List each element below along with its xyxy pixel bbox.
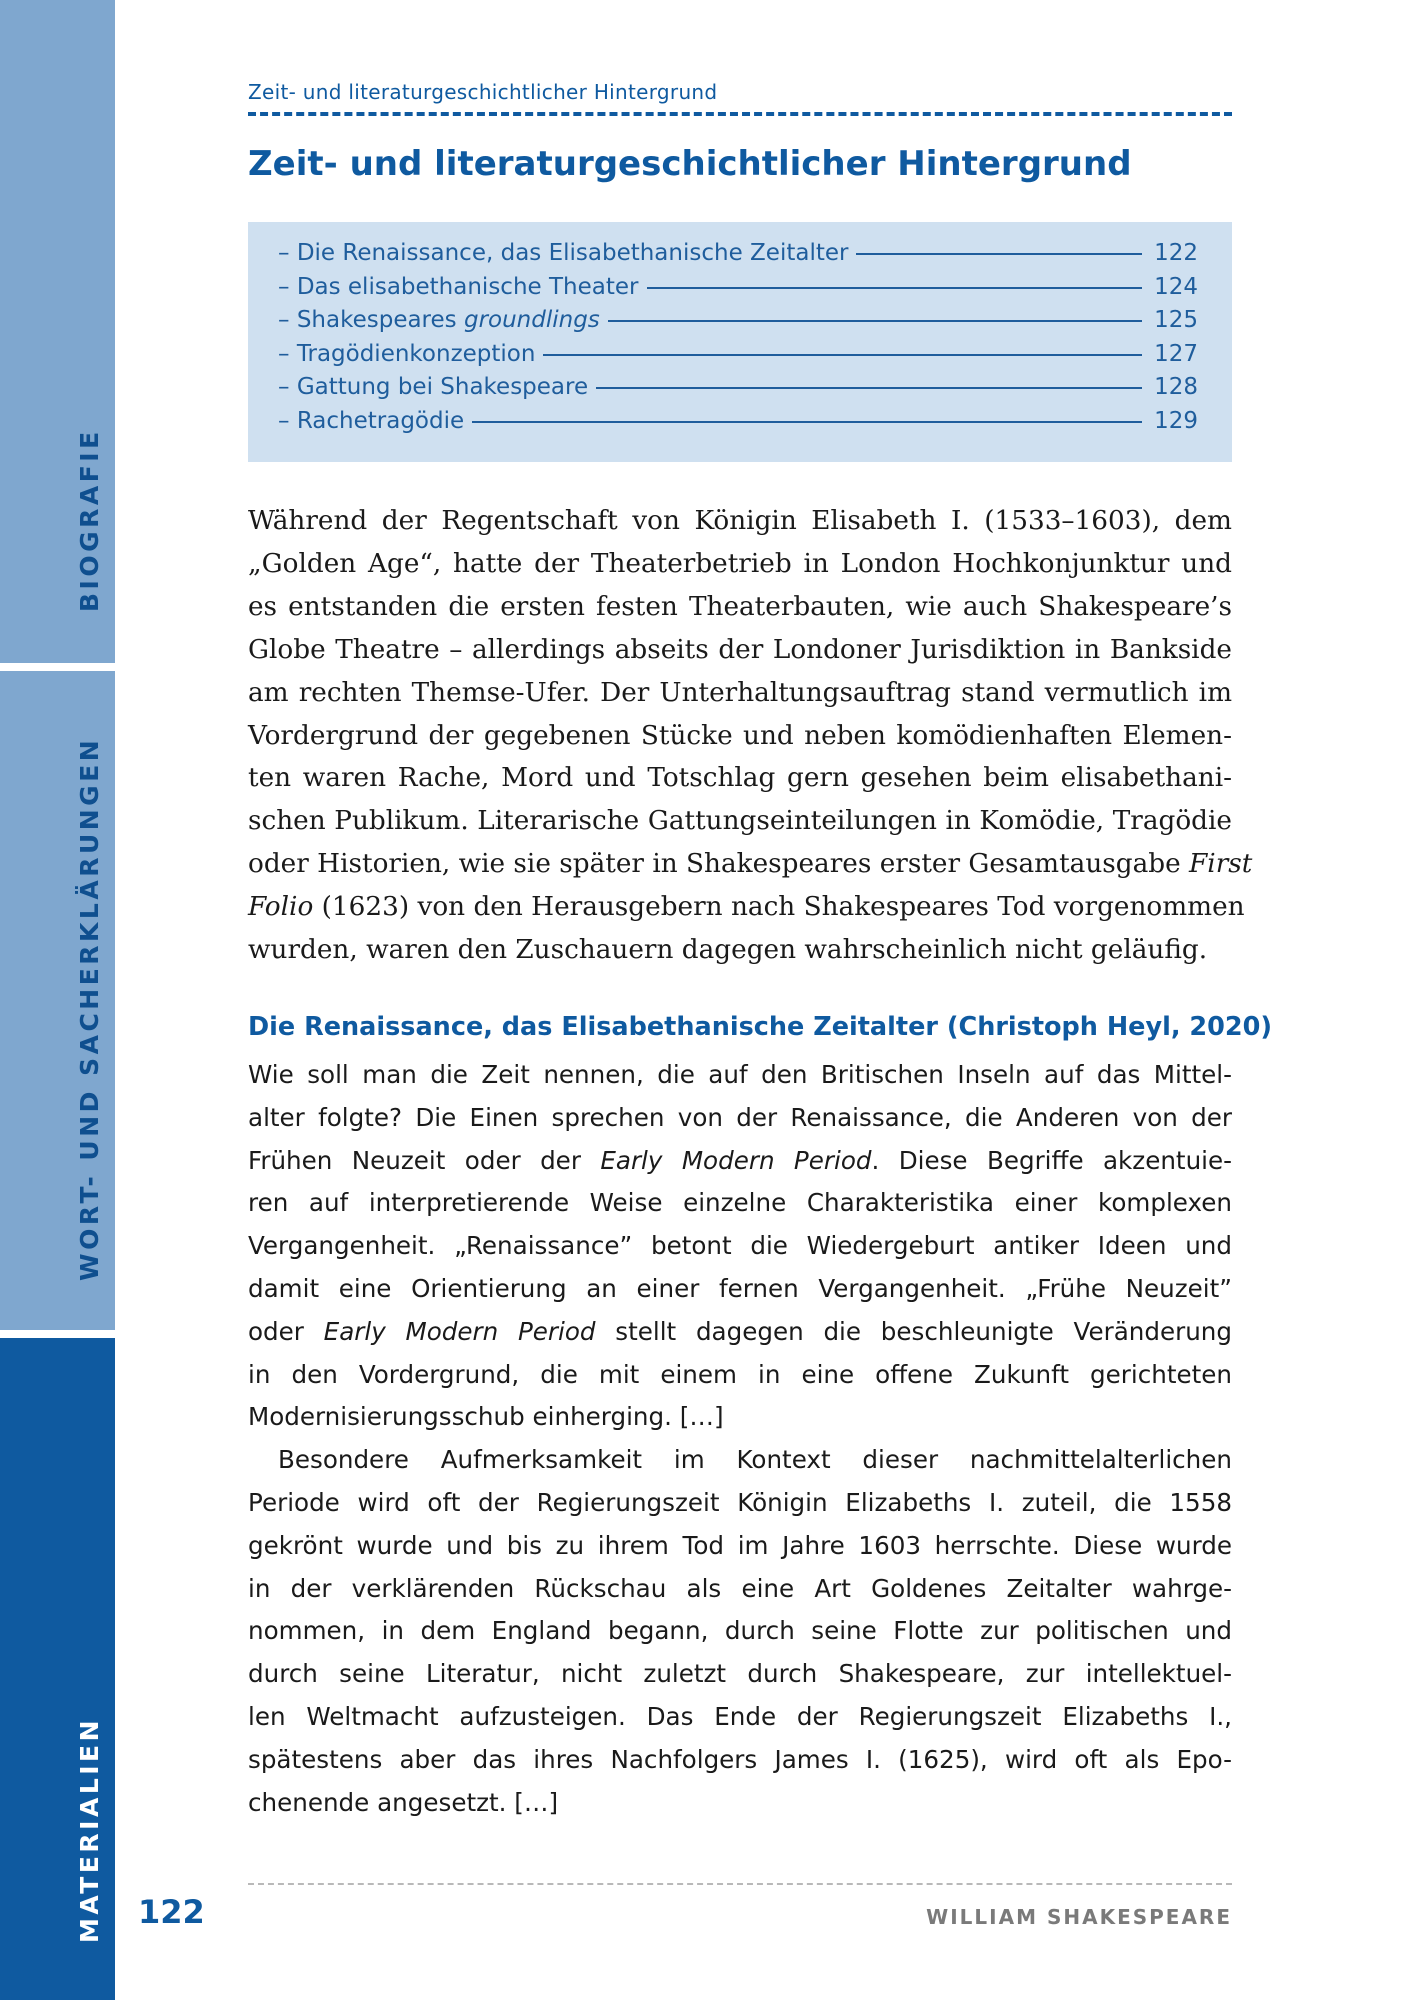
text-line: Periode wird oft der Regierungszeit Königin Elizabeths I. zuteil, die 1558 — [248, 1487, 1232, 1517]
toc-item-label: – Tragödienkonzeption — [278, 340, 536, 367]
intro-paragraph — [248, 500, 1253, 972]
text-line: nommen, in dem England begann, durch seine Flotte zur politischen und — [248, 1616, 1232, 1646]
toc-item-label: – Gattung bei Shakespeare — [278, 374, 589, 400]
tab-biografie-label: BIOGRAFIE — [75, 428, 104, 612]
toc-item-label: – Shakespeares groundlings — [278, 307, 600, 333]
page-number: 122 — [138, 1893, 205, 1931]
toc-leader — [543, 354, 1142, 356]
toc-item[interactable] — [278, 307, 1198, 341]
text-line: chenende angesetzt. […] — [248, 1787, 559, 1817]
text-line: oder Historien, wie sie später in Shakespeares erster Gesamtausgabe First — [248, 849, 1253, 880]
text-line: gekrönt wurde und bis zu ihrem Tod im Jahre 1603 herrschte. Diese wurde — [248, 1530, 1232, 1560]
text-line: Modernisierungsschub einherging. […] — [248, 1402, 724, 1432]
toc-leader — [596, 387, 1142, 389]
footer-author: WILLIAM SHAKESPEARE — [926, 1905, 1232, 1929]
text-line: oder Early Modern Period stellt dagegen die beschleunigte Veränderung — [248, 1316, 1233, 1346]
text-line: am rechten Themse-Ufer. Der Unterhaltungsauftrag stand vermutlich im — [248, 677, 1232, 708]
table-of-contents — [248, 222, 1232, 462]
text-line: Besondere Aufmerksamkeit im Kontext dieser nachmittelalterlichen — [278, 1445, 1232, 1475]
toc-item[interactable] — [278, 374, 1198, 408]
text-line: spätestens aber das ihres Nachfolgers James I. (1625), wird oft als Epo- — [248, 1744, 1232, 1774]
header-divider — [248, 112, 1232, 116]
text-line: damit eine Orientierung an einer fernen Vergangenheit. „Frühe Neuzeit” — [248, 1273, 1232, 1303]
text-line: Vergangenheit. „Renaissance” betont die Wiedergeburt antiker Ideen und — [248, 1231, 1232, 1261]
tab-wort-label: WORT- UND SACHERKLÄRUNGEN — [75, 736, 104, 1281]
footer-divider — [248, 1883, 1232, 1885]
side-tabs — [0, 0, 115, 2000]
toc-item-label: – Das elisabethanische Theater — [278, 273, 639, 300]
toc-item-page: 124 — [1154, 273, 1198, 300]
toc-item[interactable] — [278, 240, 1198, 274]
text-line: alter folgte? Die Einen sprechen von der Renaissance, die Anderen von der — [248, 1102, 1232, 1132]
toc-leader — [647, 287, 1143, 289]
toc-item[interactable] — [278, 341, 1198, 375]
section-heading: Die Renaissance, das Elisabethanische Zeitalter (Christoph Heyl, 2020) — [248, 1012, 1273, 1042]
toc-leader — [856, 253, 1142, 255]
text-line: es entstanden die ersten festen Theaterbauten, wie auch Shakespeare’s — [248, 591, 1232, 622]
text-line: ten waren Rache, Mord und Totschlag gern gesehen beim elisabethani- — [248, 763, 1232, 794]
toc-item-page: 127 — [1154, 340, 1198, 367]
text-line: Folio (1623) von den Herausgebern nach Shakespeares Tod vorgenommen — [248, 892, 1245, 923]
text-line: durch seine Literatur, nicht zuletzt durch Shakespeare, zur intellektuel- — [248, 1659, 1232, 1689]
tab-materialien-label: MATERIALIEN — [75, 1716, 104, 1943]
toc-item-page: 128 — [1154, 374, 1198, 400]
tab-wort-und-sacherklaerungen[interactable] — [0, 671, 115, 1330]
text-line: wurden, waren den Zuschauern dagegen wahrscheinlich nicht geläufig. — [248, 935, 1208, 966]
toc-leader — [608, 320, 1142, 322]
text-line: Während der Regentschaft von Königin Elisabeth I. (1533–1603), dem — [248, 506, 1232, 536]
text-line: Frühen Neuzeit oder der Early Modern Period. Diese Begriffe akzentuie- — [248, 1145, 1232, 1175]
toc-item-label: – Rachetragödie — [278, 407, 465, 434]
toc-item[interactable] — [278, 274, 1198, 308]
text-line: Wie soll man die Zeit nennen, die auf den Britischen Inseln auf das Mittel- — [248, 1060, 1232, 1089]
toc-item-page: 125 — [1154, 307, 1198, 333]
running-head: Zeit- und literaturgeschichtlicher Hintergrund — [248, 80, 718, 104]
toc-item-label: – Die Renaissance, das Elisabethanische Zeitalter — [278, 240, 849, 266]
text-line: ren auf interpretierende Weise einzelne Charakteristika einer komplexen — [248, 1188, 1232, 1218]
chapter-title: Zeit- und literaturgeschichtlicher Hintergrund — [248, 144, 1132, 184]
toc-item-page: 122 — [1154, 240, 1198, 266]
toc-leader — [472, 421, 1142, 423]
text-line: schen Publikum. Literarische Gattungseinteilungen in Komödie, Tragödie — [248, 806, 1232, 837]
quote-body — [248, 1054, 1232, 1824]
toc-item-page: 129 — [1154, 407, 1198, 434]
tab-biografie[interactable] — [0, 0, 115, 663]
toc-item[interactable] — [278, 408, 1198, 442]
text-line: in den Vordergrund, die mit einem in eine offene Zukunft gerichteten — [248, 1359, 1232, 1389]
text-line: Globe Theatre – allerdings abseits der Londoner Jurisdiktion in Bankside — [248, 634, 1232, 665]
text-line: in der verklärenden Rückschau als eine Art Goldenes Zeitalter wahrge- — [248, 1573, 1232, 1603]
text-line: Vordergrund der gegebenen Stücke und neben komödienhaften Elemen- — [248, 720, 1232, 751]
text-line: „Golden Age“, hatte der Theaterbetrieb in London Hochkonjunktur und — [248, 548, 1232, 579]
tab-materialien[interactable] — [0, 1338, 115, 2000]
text-line: len Weltmacht aufzusteigen. Das Ende der Regierungszeit Elizabeths I., — [248, 1701, 1232, 1731]
